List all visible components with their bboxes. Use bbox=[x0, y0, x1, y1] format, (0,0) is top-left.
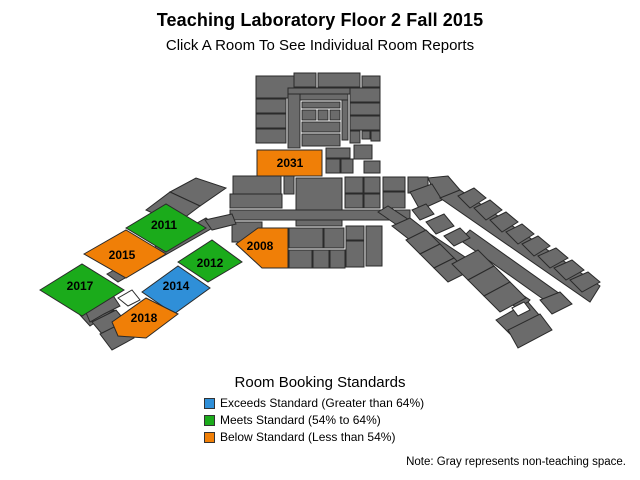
legend-swatch-exceeds bbox=[204, 398, 215, 409]
non-teaching-room bbox=[330, 110, 340, 120]
room-label-2011: 2011 bbox=[150, 218, 178, 232]
non-teaching-room bbox=[346, 226, 364, 240]
open-area bbox=[118, 290, 140, 306]
non-teaching-room bbox=[318, 73, 360, 87]
non-teaching-room bbox=[318, 110, 328, 120]
legend-swatch-meets bbox=[204, 415, 215, 426]
non-teaching-room bbox=[330, 250, 345, 268]
page-title: Teaching Laboratory Floor 2 Fall 2015 bbox=[156, 10, 484, 30]
non-teaching-room bbox=[284, 176, 294, 194]
non-teaching-room bbox=[366, 226, 382, 266]
page-subtitle: Click A Room To See Individual Room Reports bbox=[165, 37, 475, 54]
non-teaching-room bbox=[345, 194, 363, 208]
non-teaching-room bbox=[350, 131, 360, 143]
room-label-2031: 2031 bbox=[276, 156, 304, 170]
room-label-2008: 2008 bbox=[246, 239, 274, 253]
non-teaching-room bbox=[341, 159, 353, 173]
non-teaching-room bbox=[324, 228, 344, 248]
non-teaching-room bbox=[371, 131, 380, 141]
non-teaching-room bbox=[383, 192, 405, 208]
non-teaching-room bbox=[362, 76, 380, 87]
non-teaching-room bbox=[302, 110, 316, 120]
legend-swatch-below bbox=[204, 432, 215, 443]
legend-label-meets: Meets Standard (54% to 64%) bbox=[220, 413, 381, 427]
non-teaching-room bbox=[350, 88, 380, 102]
non-teaching-room bbox=[364, 161, 380, 173]
room-label-2015: 2015 bbox=[108, 248, 136, 262]
non-teaching-room bbox=[302, 102, 340, 108]
non-teaching-room bbox=[426, 214, 454, 234]
non-teaching-room bbox=[302, 122, 340, 132]
non-teaching-room bbox=[230, 194, 282, 208]
room-label-2017: 2017 bbox=[66, 279, 94, 293]
non-teaching-room bbox=[302, 134, 340, 146]
non-teaching-room bbox=[289, 228, 323, 248]
non-teaching-room bbox=[346, 241, 364, 267]
legend-item-exceeds bbox=[204, 396, 424, 410]
legend-item-meets bbox=[204, 413, 381, 427]
non-teaching-room bbox=[345, 177, 363, 193]
legend-item-below bbox=[204, 430, 395, 444]
non-teaching-room bbox=[350, 103, 380, 115]
non-teaching-room bbox=[364, 194, 380, 208]
room-label-2014: 2014 bbox=[162, 279, 190, 293]
corridor bbox=[300, 94, 348, 100]
room-label-2012: 2012 bbox=[196, 256, 224, 270]
non-teaching-room bbox=[412, 204, 434, 220]
corridor bbox=[342, 100, 348, 140]
non-teaching-room bbox=[350, 116, 380, 130]
room-label-2018: 2018 bbox=[130, 311, 158, 325]
non-teaching-room bbox=[256, 129, 286, 143]
non-teaching-room bbox=[256, 99, 286, 113]
non-teaching-room bbox=[233, 176, 281, 194]
corridor bbox=[288, 94, 300, 148]
non-teaching-room bbox=[326, 159, 340, 173]
non-teaching-room bbox=[289, 250, 312, 268]
non-teaching-room bbox=[383, 177, 405, 191]
non-teaching-room bbox=[362, 131, 370, 139]
legend-label-below: Below Standard (Less than 54%) bbox=[220, 430, 396, 444]
non-teaching-room bbox=[256, 114, 286, 128]
legend-label-exceeds: Exceeds Standard (Greater than 64%) bbox=[220, 396, 425, 410]
non-teaching-room bbox=[313, 250, 329, 268]
non-teaching-room bbox=[326, 148, 350, 158]
non-teaching-room bbox=[364, 177, 380, 193]
legend-title: Room Booking Standards bbox=[234, 374, 406, 391]
non-teaching-room bbox=[354, 145, 372, 159]
non-teaching-room bbox=[294, 73, 316, 87]
footnote: Note: Gray represents non-teaching space. bbox=[406, 456, 626, 468]
